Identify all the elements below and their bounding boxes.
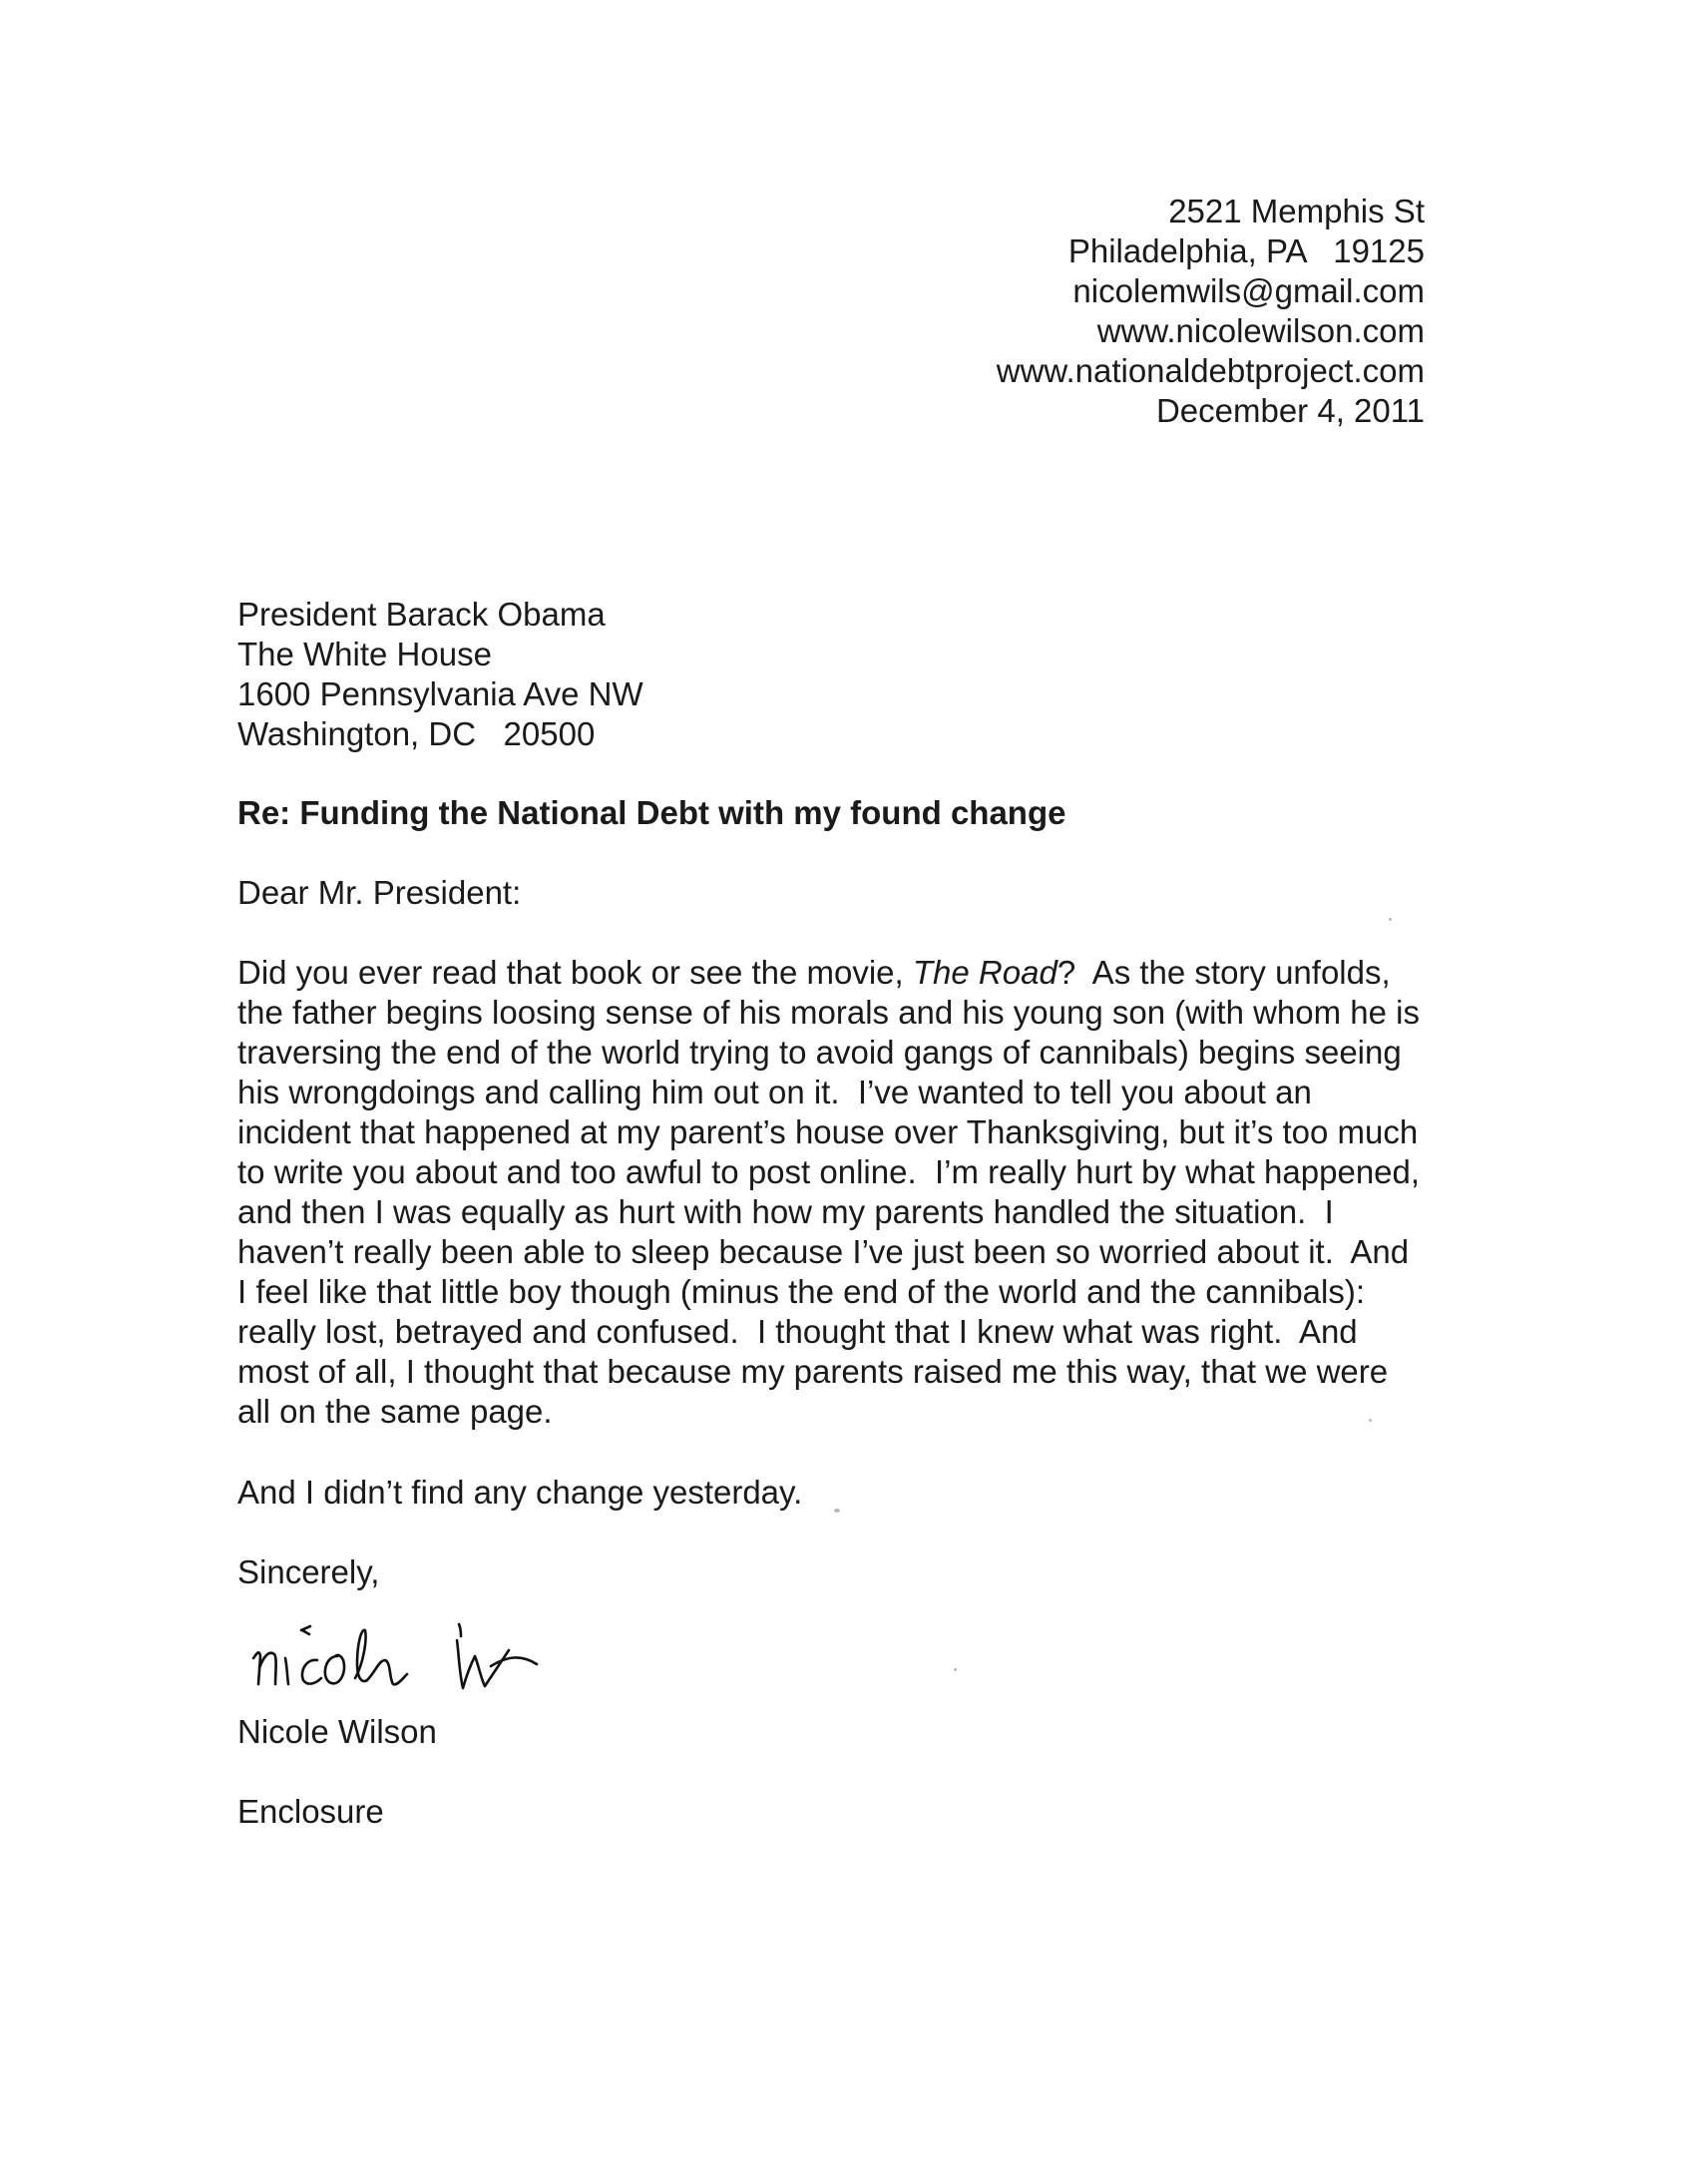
recipient-org: The White House xyxy=(237,636,492,672)
body-line: all on the same page. xyxy=(237,1393,553,1430)
recipient-street: 1600 Pennsylvania Ave NW xyxy=(237,675,643,712)
body-line: haven’t really been able to sleep because I’ve just been so worried about it. And xyxy=(237,1233,1410,1270)
scan-speck xyxy=(1389,918,1392,921)
body-line: and then I was equally as hurt with how my parents handled the situation. I xyxy=(237,1193,1334,1230)
salutation: Dear Mr. President: xyxy=(237,874,522,911)
sender-email: nicolemwils@gmail.com xyxy=(1072,272,1425,309)
body-line: incident that happened at my parent’s house over Thanksgiving, but it’s too much xyxy=(237,1113,1419,1150)
scan-speck xyxy=(954,1668,957,1671)
enclosure-note: Enclosure xyxy=(237,1793,384,1830)
sender-website-1: www.nicolewilson.com xyxy=(1096,312,1425,349)
sender-website-2: www.nationaldebtproject.com xyxy=(996,352,1425,389)
sender-address-block xyxy=(997,192,1425,431)
body-line: his wrongdoings and calling him out on it. I’ve wanted to tell you about an xyxy=(237,1074,1312,1110)
closing-line: And I didn’t find any change yesterday. xyxy=(237,1474,803,1511)
valediction: Sincerely, xyxy=(237,1553,380,1590)
scan-speck xyxy=(1369,1419,1372,1422)
scan-speck xyxy=(834,1509,840,1513)
signer-name: Nicole Wilson xyxy=(237,1713,437,1750)
body-paragraph xyxy=(237,953,1455,1432)
body-intro-text: Did you ever read that book or see the movie, xyxy=(237,954,913,991)
recipient-name: President Barack Obama xyxy=(237,596,606,633)
body-line: I feel like that little boy though (minus the end of the world and the cannibals): xyxy=(237,1273,1366,1310)
body-line-first xyxy=(237,953,1455,993)
body-line: the father begins loosing sense of his morals and his young son (with whom he is xyxy=(237,994,1420,1031)
body-line: to write you about and too awful to post online. I’m really hurt by what happened, xyxy=(237,1153,1421,1190)
handwritten-signature xyxy=(247,1594,666,1704)
letter-date: December 4, 2011 xyxy=(1155,392,1425,429)
subject-line: Re: Funding the National Debt with my found change xyxy=(237,794,1066,831)
recipient-address-block xyxy=(237,595,643,754)
body-intro-tail: ? As the story unfolds, xyxy=(1057,954,1391,991)
body-line: most of all, I thought that because my parents raised me this way, that we were xyxy=(237,1353,1389,1390)
sender-street: 2521 Memphis St xyxy=(1168,193,1425,229)
body-line: traversing the end of the world trying to avoid gangs of cannibals) begins seeing xyxy=(237,1034,1402,1071)
sender-city-state-zip: Philadelphia, PA 19125 xyxy=(1067,232,1425,269)
body-line: really lost, betrayed and confused. I thought that I knew what was right. And xyxy=(237,1313,1358,1350)
movie-title: The Road xyxy=(912,954,1058,991)
recipient-city-state-zip: Washington, DC 20500 xyxy=(237,715,596,752)
